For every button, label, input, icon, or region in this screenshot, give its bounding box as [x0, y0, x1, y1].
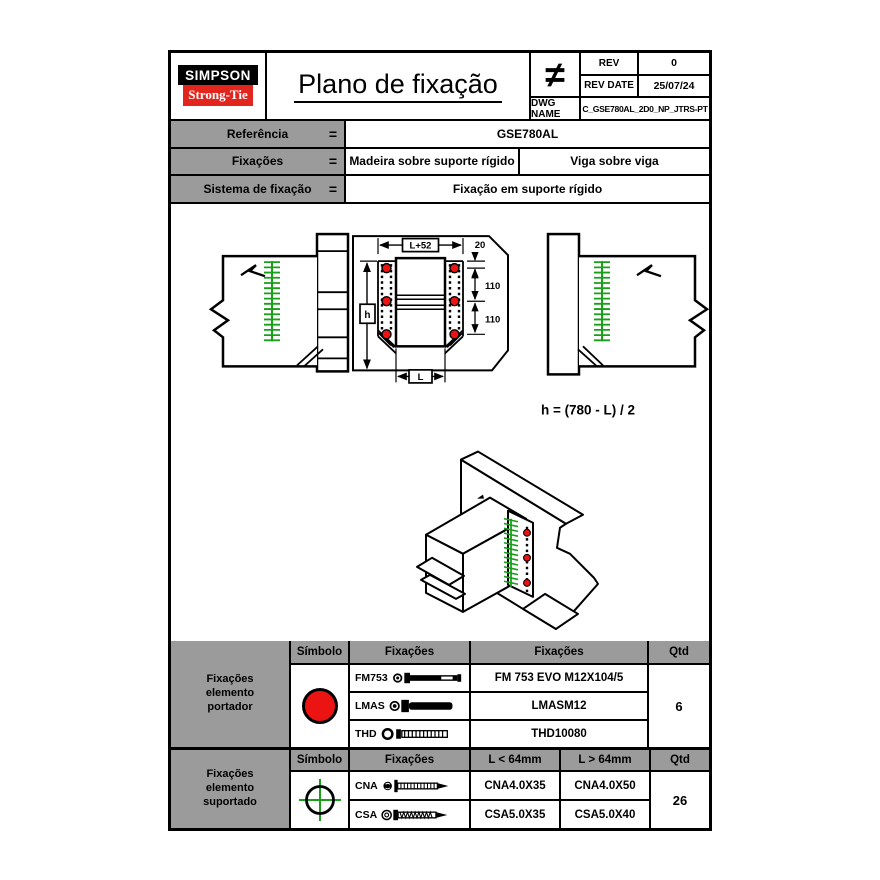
cna-long: CNA4.0X50	[561, 772, 649, 799]
header-qty: Qtd	[651, 750, 709, 770]
dim-length-label: L	[417, 371, 424, 383]
dwg-name-label: DWG NAME	[531, 98, 579, 119]
dim-height-label: h	[364, 309, 371, 321]
info-table	[171, 121, 709, 204]
technical-drawing-svg	[171, 204, 709, 641]
rev-date-value: 25/07/24	[639, 76, 709, 97]
fixings-value-wood-on-rigid: Madeira sobre suporte rígido	[346, 149, 518, 175]
rev-date-label: REV DATE	[581, 76, 637, 97]
connector-body	[396, 258, 445, 346]
reference-value: GSE780AL	[346, 121, 709, 147]
title-block	[171, 53, 709, 121]
equals-sign: =	[328, 153, 337, 170]
carrier-symbol-cell	[291, 665, 348, 747]
csa-short: CSA5.0X35	[471, 801, 559, 828]
fixings-value-beam-on-beam: Viga sobre viga	[520, 149, 709, 175]
height-formula: h = (780 - L) / 2	[540, 402, 636, 418]
cna-row-icon-cell: CNA	[350, 772, 469, 799]
csa-long: CSA5.0X40	[561, 801, 649, 828]
system-value: Fixação em suporte rígido	[346, 176, 709, 202]
red-circle-symbol-icon	[302, 688, 338, 724]
simpson-strongtie-logo	[171, 53, 265, 119]
rev-value: 0	[639, 53, 709, 74]
system-label-cell	[171, 176, 344, 202]
projection-symbol-icon: ≠	[531, 53, 579, 96]
csa-screw-icon	[381, 805, 453, 825]
header-fixings: Fixações	[350, 641, 469, 663]
page-title	[267, 53, 529, 119]
dim-top-label: L+52	[409, 240, 432, 252]
csa-row-icon-cell: CSA	[350, 801, 469, 828]
crosshair-symbol-icon	[297, 777, 343, 823]
right-side-view	[548, 234, 707, 374]
strongtie-logo-text: Strong-Tie	[183, 85, 252, 106]
support-member-right	[548, 234, 579, 374]
header-fixings-name: Fixações	[471, 641, 647, 663]
page-title-text: Plano de fixação	[294, 69, 502, 103]
rev-label: REV	[581, 53, 637, 74]
header-length-long: L > 64mm	[561, 750, 649, 770]
left-side-view	[211, 234, 348, 371]
front-view	[353, 236, 508, 383]
thd-name: THD10080	[471, 721, 647, 747]
equals-sign: =	[328, 181, 337, 198]
header-symbol: Símbolo	[291, 641, 348, 663]
reference-label-cell	[171, 121, 344, 147]
carrier-qty: 6	[649, 665, 709, 747]
carrier-fasteners-table	[171, 641, 709, 750]
fixings-label: Fixações	[231, 154, 284, 169]
thd-row-icon-cell: THD	[350, 721, 469, 747]
dim-offset-label: 20	[474, 240, 486, 252]
cna-nail-icon	[382, 776, 454, 796]
dim-spacing2-label: 110	[485, 314, 501, 326]
supported-symbol-cell	[291, 772, 348, 828]
supported-fasteners-table	[171, 750, 709, 828]
fm753-bolt-icon	[392, 668, 464, 688]
dwg-name-value: C_GSE780AL_2D0_NP_JTRS-PT	[581, 98, 709, 119]
supported-qty: 26	[651, 772, 709, 828]
thd-rod-icon	[381, 724, 453, 744]
equals-sign: =	[328, 125, 337, 142]
technical-drawing-area	[171, 204, 709, 641]
header-length-short: L < 64mm	[471, 750, 559, 770]
simpson-logo-text: SIMPSON	[178, 65, 258, 85]
lmas-row-icon-cell: LMAS	[350, 693, 469, 719]
reference-label: Referência	[226, 126, 289, 141]
isometric-view	[417, 452, 598, 629]
dim-spacing1-label: 110	[485, 281, 501, 293]
fm753-name: FM 753 EVO M12X104/5	[471, 665, 647, 691]
header-symbol: Símbolo	[291, 750, 348, 770]
system-label: Sistema de fixação	[203, 182, 312, 197]
lmas-bolt-icon	[389, 696, 461, 716]
fm753-row-icon-cell: FM753	[350, 665, 469, 691]
header-fixings: Fixações	[350, 750, 469, 770]
fixings-label-cell	[171, 149, 344, 175]
carrier-table-label: Fixações elemento portador	[171, 641, 289, 747]
drawing-sheet	[168, 50, 712, 831]
cna-short: CNA4.0X35	[471, 772, 559, 799]
supported-table-label: Fixações elemento suportado	[171, 750, 289, 828]
lmas-name: LMASM12	[471, 693, 647, 719]
header-qty: Qtd	[649, 641, 709, 663]
